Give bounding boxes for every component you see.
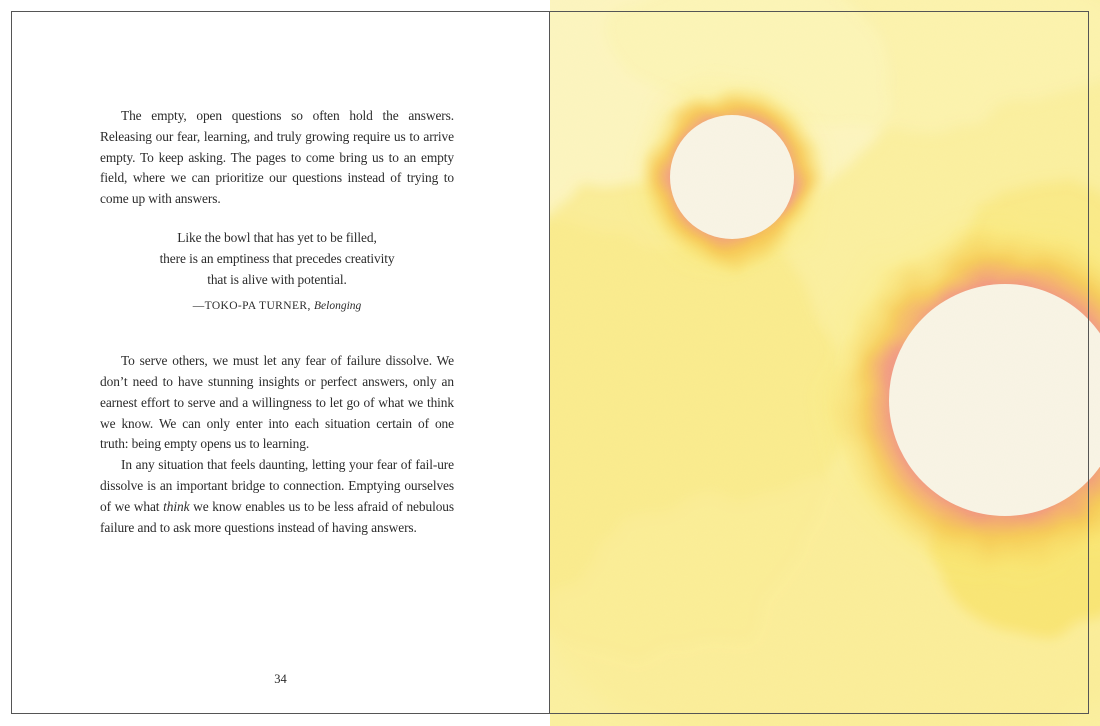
epigraph-quote xyxy=(100,228,454,290)
page-number: 34 xyxy=(274,672,287,686)
left-page xyxy=(11,11,550,714)
quote-line-1: Like the bowl that has yet to be filled, xyxy=(177,229,377,245)
body-text xyxy=(100,106,454,538)
paragraph-3-emphasis: think xyxy=(163,498,190,514)
quote-attribution xyxy=(100,296,454,317)
section-2 xyxy=(100,351,454,538)
paragraph-3-start: In any situation that feels daunting, letting your fear of fail-ure dissolve is an important bridge to connection. Emptying ourselves of we what xyxy=(100,457,454,514)
paragraph-3-end: we know enables us to be less afraid of nebulous failure and to ask more questions instead of having answers. xyxy=(100,498,454,535)
paragraph-3 xyxy=(100,455,454,538)
paper-grain xyxy=(550,0,1100,726)
quote-source: Belonging xyxy=(314,300,362,313)
page-gutter xyxy=(549,11,550,714)
quote-line-3: that is alive with potential. xyxy=(207,271,347,287)
quote-author: —TOKO-PA TURNER, xyxy=(192,300,311,313)
paragraph-2: To serve others, we must let any fear of failure dissolve. We don’t need to have stunning insights or perfect answers, only an earnest effort to serve and a willingness to let go of what we think we know. We can only enter into each situation certain of one truth: being empty opens us to learning. xyxy=(100,353,454,452)
quote-line-2: there is an emptiness that precedes creativity xyxy=(159,250,395,266)
watercolor-illustration xyxy=(550,0,1100,726)
paragraph-1: The empty, open questions so often hold the answers. Releasing our fear, learning, and truly growing require us to arrive empty. To keep asking. The pages to come bring us to an empty field, where we can prioritize our questions instead of trying to come up with answers. xyxy=(100,108,454,207)
right-page xyxy=(550,0,1100,726)
